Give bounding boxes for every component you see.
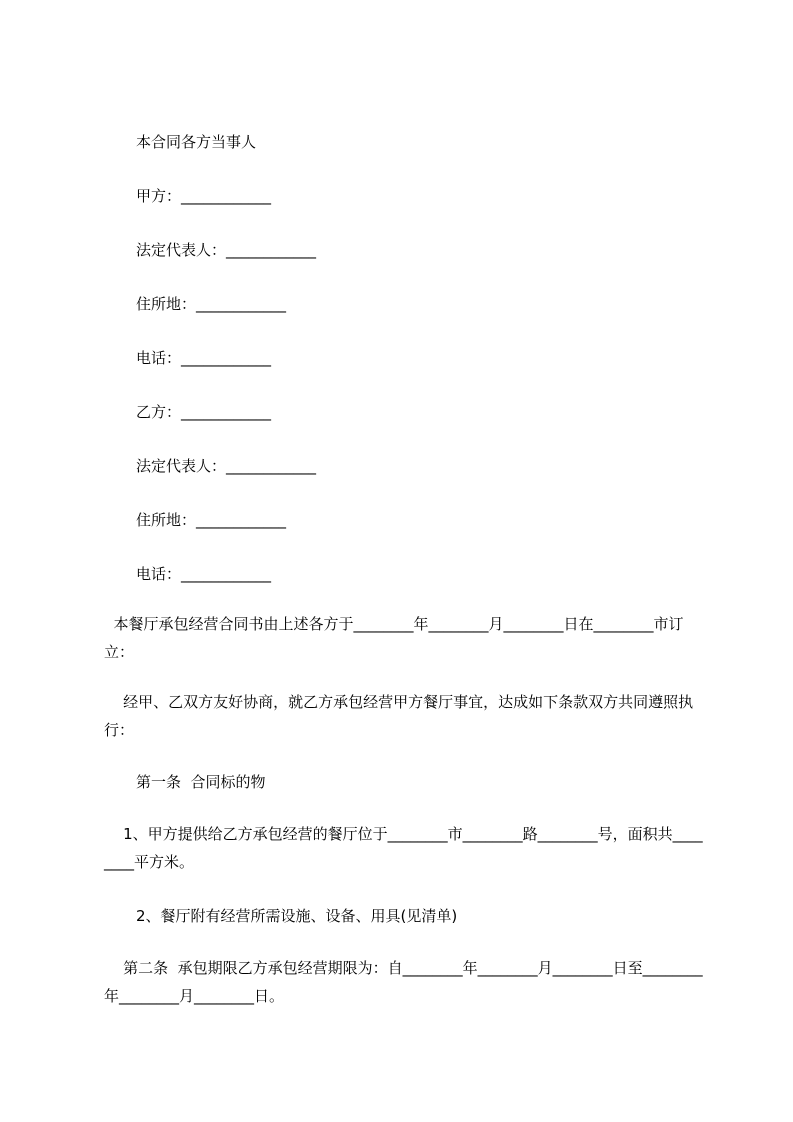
party-a-representative: 法定代表人：____________ bbox=[136, 241, 317, 259]
article-1-clause-1: 1、甲方提供给乙方承包经营的餐厅位于________市________路________号，面积共________平方米。 bbox=[104, 825, 703, 871]
article-2-paragraph: 第二条 承包期限乙方承包经营期限为：自________年________月________日至________年________月________日。 bbox=[104, 959, 703, 1005]
article-1-clause-2: 2、餐厅附有经营所需设施、设备、用具(见清单) bbox=[136, 907, 458, 925]
party-a-name: 甲方：____________ bbox=[136, 187, 272, 205]
party-b-address: 住所地：____________ bbox=[136, 511, 287, 529]
negotiation-paragraph: 经甲、乙双方友好协商，就乙方承包经营甲方餐厅事宜，达成如下条款双方共同遵照执行： bbox=[104, 693, 694, 739]
party-a-phone: 电话：____________ bbox=[136, 349, 272, 367]
party-b-name: 乙方：____________ bbox=[136, 403, 272, 421]
party-b-representative: 法定代表人：____________ bbox=[136, 457, 317, 475]
party-b-phone: 电话：____________ bbox=[136, 565, 272, 583]
intro-heading: 本合同各方当事人 bbox=[136, 133, 257, 151]
article-1-heading: 第一条 合同标的物 bbox=[136, 773, 266, 791]
signing-paragraph: 本餐厅承包经营合同书由上述各方于________年________月________日在________市订立： bbox=[104, 615, 684, 661]
party-a-address: 住所地：____________ bbox=[136, 295, 287, 313]
